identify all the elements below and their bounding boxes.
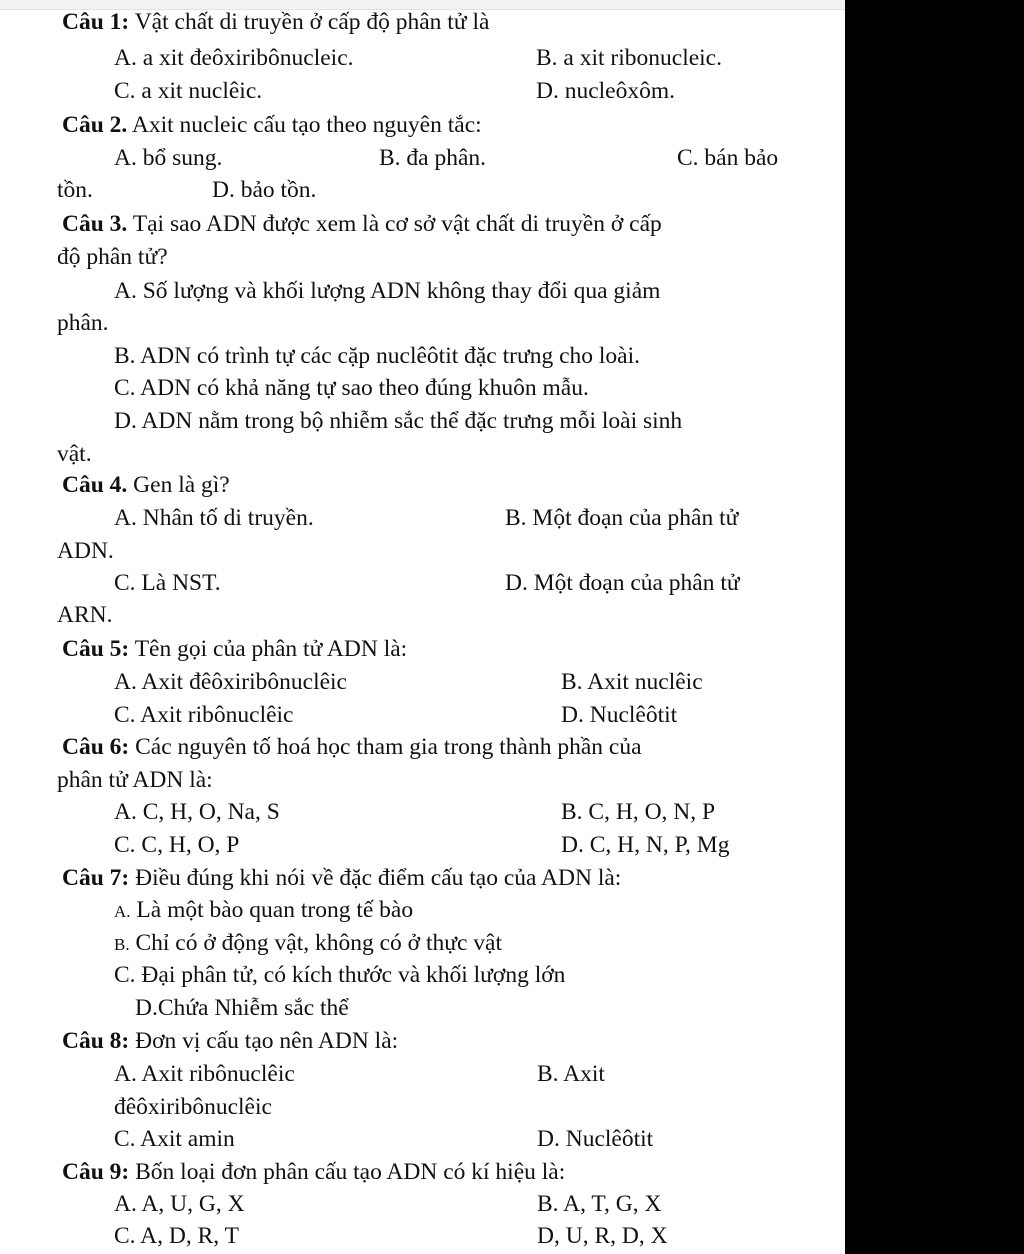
q4-option-c: C. Là NST. [114, 570, 221, 596]
q6-option-d: D. C, H, N, P, Mg [561, 832, 730, 858]
question-3: Câu 3. Tại sao ADN được xem là cơ sở vật chất di truyền ở cấp [62, 211, 662, 237]
q3-option-d: D. ADN nằm trong bộ nhiễm sắc thể đặc trưng mỗi loài sinh [114, 408, 683, 434]
q3-option-d-cont: vật. [57, 441, 92, 467]
q3-option-b: B. ADN có trình tự các cặp nuclêôtit đặc trưng cho loài. [114, 343, 640, 369]
q3-option-a-cont: phân. [57, 310, 109, 336]
q5-option-d: D. Nuclêôtit [561, 702, 678, 728]
question-8: Câu 8: Đơn vị cấu tạo nên ADN là: [62, 1028, 399, 1054]
q2-option-d: D. bảo tồn. [212, 177, 317, 203]
q4-option-d: D. Một đoạn của phân tử [505, 570, 740, 596]
q1-option-c: C. a xit nuclêic. [114, 78, 263, 104]
question-4: Câu 4. Gen là gì? [62, 472, 230, 498]
q7-option-a: A. Là một bào quan trong tế bào [114, 897, 414, 923]
q2-option-a: A. bổ sung. [114, 145, 223, 171]
q3-option-a: A. Số lượng và khối lượng ADN không thay đổi qua giảm [114, 278, 661, 304]
q8-option-b: B. Axit [537, 1061, 605, 1087]
q5-option-b: B. Axit nuclêic [561, 669, 703, 695]
question-9: Câu 9: Bốn loại đơn phân cấu tạo ADN có kí hiệu là: [62, 1159, 566, 1185]
q9-option-c: C. A, D, R, T [114, 1223, 239, 1249]
q5-option-a: A. Axit đêôxiribônuclêic [114, 669, 347, 695]
q6-option-c: C. C, H, O, P [114, 832, 240, 858]
question-3-cont: độ phân tử? [57, 244, 168, 270]
q7-option-d: D.Chứa Nhiễm sắc thể [135, 995, 349, 1021]
q7-option-b: B. Chỉ có ở động vật, không có ở thực vật [114, 930, 503, 956]
q4-option-a: A. Nhân tố di truyền. [114, 505, 314, 531]
question-2: Câu 2. Axit nucleic cấu tạo theo nguyên tắc: [62, 112, 482, 138]
q8-option-d: D. Nuclêôtit [537, 1126, 654, 1152]
q6-option-b: B. C, H, O, N, P [561, 799, 716, 825]
q9-option-d: D, U, R, D, X [537, 1223, 668, 1249]
q6-option-a: A. C, H, O, Na, S [114, 799, 280, 825]
question-6: Câu 6: Các nguyên tố hoá học tham gia trong thành phần của [62, 734, 642, 760]
q4-option-b-cont: ADN. [57, 538, 114, 564]
question-7: Câu 7: Điều đúng khi nói về đặc điểm cấu tạo của ADN là: [62, 865, 622, 891]
q2-option-c: C. bán bảo [677, 145, 779, 171]
q4-option-b: B. Một đoạn của phân tử [505, 505, 739, 531]
question-6-cont: phân tử ADN là: [57, 767, 213, 793]
q2-option-c-cont: tồn. [57, 177, 93, 203]
q8-option-b-cont: đêôxiribônuclêic [114, 1094, 272, 1120]
q8-option-a: A. Axit ribônuclêic [114, 1061, 295, 1087]
q1-option-a: A. a xit đeôxiribônucleic. [114, 45, 354, 71]
q2-option-b: B. đa phân. [379, 145, 487, 171]
q9-option-b: B. A, T, G, X [537, 1191, 662, 1217]
question-5: Câu 5: Tên gọi của phân tử ADN là: [62, 636, 408, 662]
q8-option-c: C. Axit amin [114, 1126, 235, 1152]
question-1: Câu 1: Vật chất di truyền ở cấp độ phân tử là [62, 9, 490, 35]
q4-option-d-cont: ARN. [57, 602, 113, 628]
q5-option-c: C. Axit ribônuclêic [114, 702, 294, 728]
q3-option-c: C. ADN có khả năng tự sao theo đúng khuôn mẫu. [114, 375, 589, 401]
q9-option-a: A. A, U, G, X [114, 1191, 245, 1217]
q7-option-c: C. Đại phân tử, có kích thước và khối lượng lớn [114, 962, 566, 988]
q1-option-b: B. a xit ribonucleic. [536, 45, 722, 71]
q1-option-d: D. nucleôxôm. [536, 78, 676, 104]
